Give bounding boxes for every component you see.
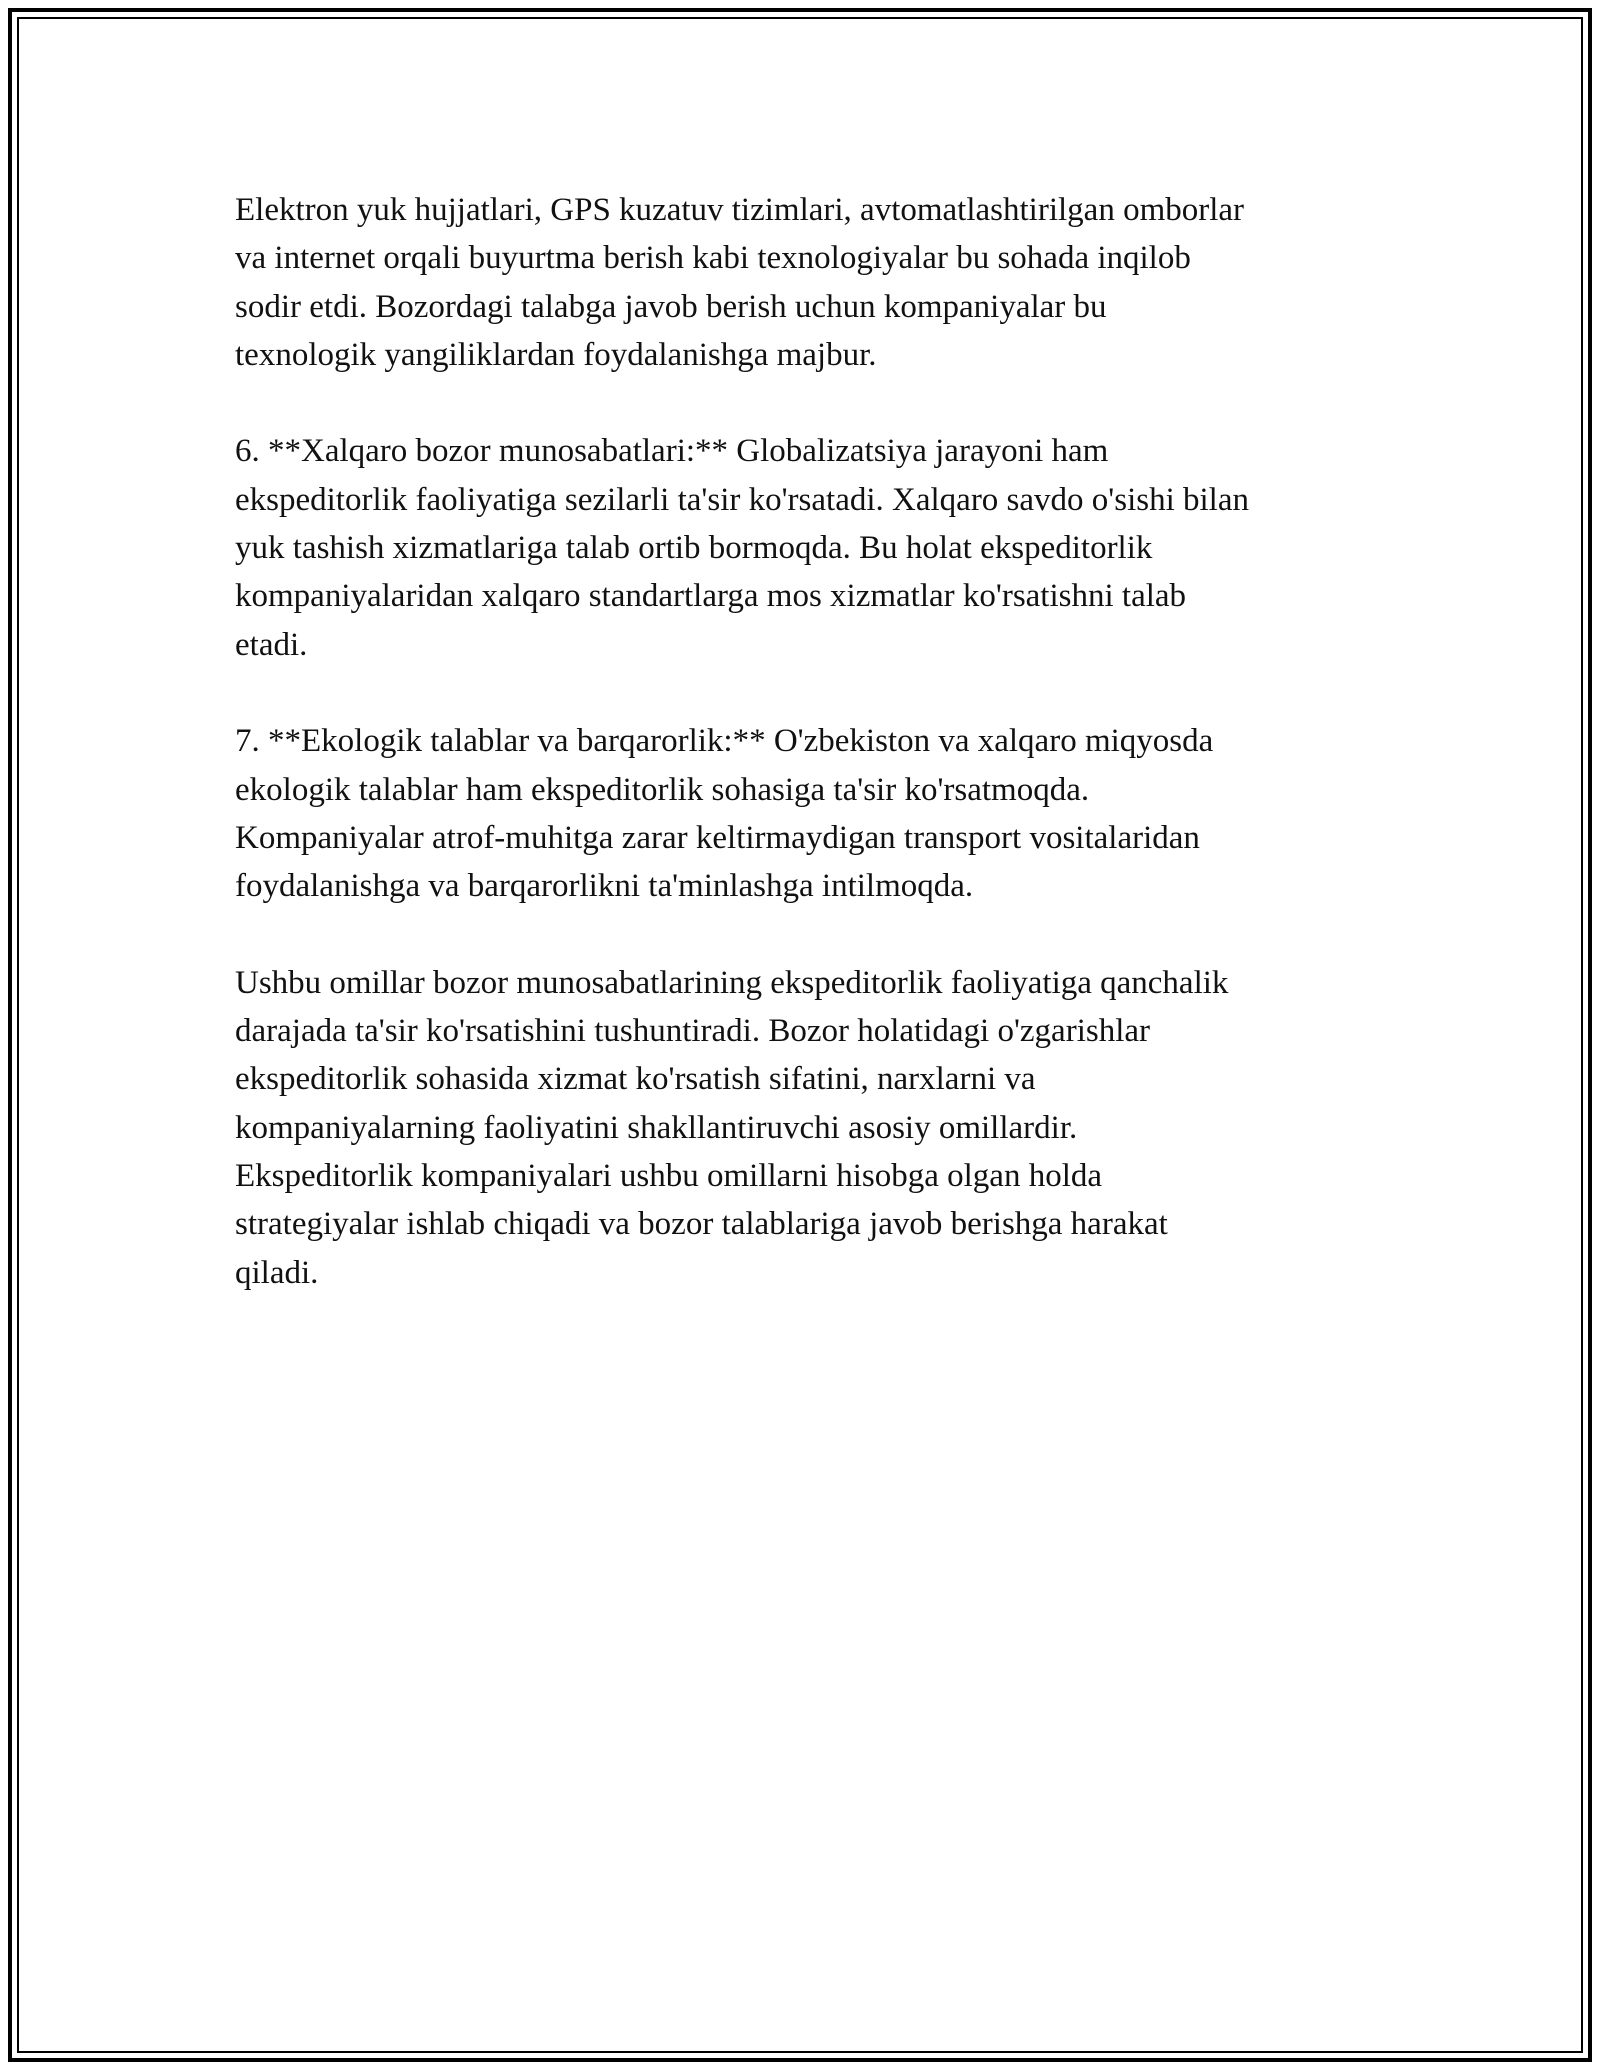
paragraph-international-market: 6. **Xalqaro bozor munosabatlari:** Globalizatsiya jarayoni ham ekspeditorlik faoliyatiga sezilarli ta'sir ko'rsatadi. Xalqaro savdo o'sishi bilan yuk tashish xizmatlariga talab ortib bormoqda. Bu holat ekspeditorlik kompaniyalaridan xalqaro standartlarga mos xizmatlar ko'rsatishni talab etadi. bbox=[235, 433, 1249, 663]
paragraph-technology: Elektron yuk hujjatlari, GPS kuzatuv tizimlari, avtomatlashtirilgan omborlar va internet orqali buyurtma berish kabi texnologiyalar bu sohada inqilob sodir etdi. Bozordagi talabga javob berish uchun kompaniyalar bu texnologik yangiliklardan foydalanishga majbur. bbox=[235, 192, 1245, 373]
paragraph-conclusion: Ushbu omillar bozor munosabatlarining ekspeditorlik faoliyatiga qanchalik darajada ta'sir ko'rsatishini tushuntiradi. Bozor holatidagi o'zgarishlar ekspeditorlik sohasida xizmat ko'rsatish sifatini, narxlarni va kompaniyalarning faoliyatini shakllantiruvchi asosiy omillardir. Ekspeditorlik kompaniyalari ushbu omillarni hisobga olgan holda strategiyalar ishlab chiqadi va bozor talablariga javob berishga harakat qiladi. bbox=[235, 964, 1229, 1291]
paragraph-ecological-requirements: 7. **Ekologik talablar va barqarorlik:** O'zbekiston va xalqaro miqyosda ekologik talablar ham ekspeditorlik sohasiga ta'sir ko'rsatmoqda. Kompaniyalar atrof-muhitga zarar keltirmaydigan transport vositalaridan foydalanishga va barqarorlikni ta'minlashga intilmoqda. bbox=[235, 723, 1214, 905]
document-body bbox=[235, 186, 1370, 1345]
